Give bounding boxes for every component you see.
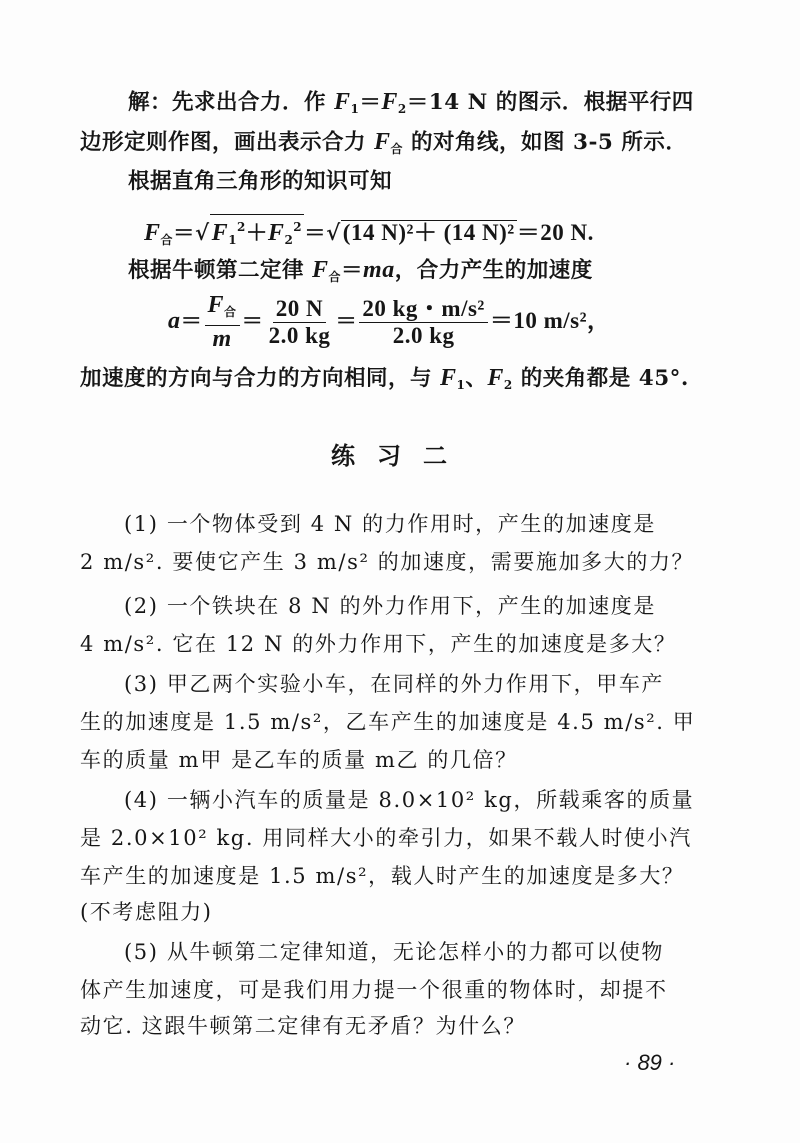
var-F: F <box>381 89 398 115</box>
solution-line-3: 根据直角三角形的知识可知 <box>128 169 393 194</box>
subscript: 2 <box>397 102 407 116</box>
subscript: 合 <box>328 270 342 284</box>
subscript: 1 <box>350 102 360 116</box>
text: ，合力产生的加速度 <box>394 258 593 283</box>
formula-resultant-force <box>144 214 594 254</box>
text: ＝ <box>359 90 382 115</box>
var-F: F <box>144 220 161 246</box>
fraction-3 <box>359 296 487 349</box>
var-F: F <box>440 365 457 391</box>
subscript: 合 <box>224 305 237 319</box>
question-1-line-2: 2 m/s². 要使它产生 3 m/s² 的加速度，需要施加多大的力？ <box>80 550 695 574</box>
text: ＝14 N 的图示．根据平行四 <box>406 90 694 115</box>
text: 的夹角都是 45°. <box>512 366 689 391</box>
var-F: F <box>211 220 229 246</box>
question-4-line-1: (4) 一辆小汽车的质量是 8.0×10² kg，所载乘客的质量 <box>124 788 695 812</box>
subscript: 2 <box>284 233 294 247</box>
page-number: · 89 · <box>624 1050 676 1075</box>
question-4-line-2: 是 2.0×10² kg. 用同样大小的牵引力，如果不载人时使小汽 <box>80 826 692 850</box>
formula-result: ＝20 N. <box>516 220 594 245</box>
numerator: 20 kg・m/s² <box>359 296 487 323</box>
radicand-2: (14 N)²＋ (14 N)² <box>342 220 515 245</box>
subscript: 1 <box>456 378 466 392</box>
solution-line-1 <box>128 88 694 123</box>
equals: ＝ <box>335 309 358 334</box>
question-5-line-2: 体产生加速度，可是我们用力提一个很重的物体时，却提不 <box>80 978 668 1002</box>
superscript: 2 <box>237 220 246 234</box>
var-ma: ma <box>363 257 395 283</box>
text: 加速度的方向与合力的方向相同，与 <box>80 366 440 391</box>
text: 边形定则作图，画出表示合力 <box>80 130 374 155</box>
denominator: 2.0 kg <box>392 322 455 348</box>
equals: ＝ <box>180 309 203 334</box>
solution-line-5 <box>80 364 689 399</box>
question-3-line-3: 车的质量 m甲 是乙车的质量 m乙 的几倍？ <box>80 748 518 772</box>
text: 、 <box>465 366 488 391</box>
equals: ＝ <box>241 309 264 334</box>
subscript: 1 <box>228 233 238 247</box>
var-F: F <box>267 220 285 246</box>
solution-line-4 <box>128 256 593 291</box>
text: ＋ <box>245 221 268 246</box>
question-2-line-1: (2) 一个铁块在 8 N 的外力作用下，产生的加速度是 <box>124 594 656 618</box>
question-4-line-4: (不考虑阻力) <box>80 900 213 924</box>
text: 解：先求出合力．作 <box>128 90 334 115</box>
question-1-line-1: (1) 一个物体受到 4 N 的力作用时，产生的加速度是 <box>124 512 656 536</box>
question-5-line-1: (5) 从牛顿第二定律知道，无论怎样小的力都可以使物 <box>124 940 665 964</box>
var-F: F <box>312 257 329 283</box>
denominator: 2.0 kg <box>268 322 331 348</box>
numerator: 20 N <box>273 296 326 323</box>
sqrt-sign: ＝√ <box>304 221 341 246</box>
solution-line-2 <box>80 128 687 163</box>
superscript: 2 <box>293 220 303 234</box>
var-a: a <box>168 308 181 334</box>
var-F: F <box>207 292 225 318</box>
exercise-title: 练习二 <box>331 442 469 470</box>
subscript: 合 <box>390 142 404 156</box>
var-F: F <box>374 129 391 155</box>
sqrt-sign: ＝√ <box>173 221 210 246</box>
question-4-line-3: 车产生的加速度是 1.5 m/s²，载人时产生的加速度是多大？ <box>80 864 685 888</box>
var-F: F <box>487 365 504 391</box>
var-m: m <box>212 326 232 352</box>
question-2-line-2: 4 m/s². 它在 12 N 的外力作用下，产生的加速度是多大？ <box>80 632 677 656</box>
var-F: F <box>334 89 351 115</box>
fraction-2 <box>266 296 334 349</box>
text: 根据牛顿第二定律 <box>128 258 312 283</box>
text: ＝ <box>341 258 364 283</box>
text: 的对角线，如图 3-5 所示． <box>403 130 688 155</box>
fraction-1 <box>205 292 240 352</box>
subscript: 合 <box>160 233 174 247</box>
formula-result: ＝10 m/s²， <box>489 308 611 333</box>
question-3-line-1: (3) 甲乙两个实验小车，在同样的外力作用下，甲车产 <box>124 672 665 696</box>
question-3-line-2: 生的加速度是 1.5 m/s²，乙车产生的加速度是 4.5 m/s². 甲 <box>80 710 696 734</box>
question-5-line-3: 动它. 这跟牛顿第二定律有无矛盾？为什么？ <box>80 1014 526 1038</box>
formula-acceleration <box>168 292 610 352</box>
subscript: 2 <box>503 378 513 392</box>
radicand-1 <box>210 214 304 252</box>
